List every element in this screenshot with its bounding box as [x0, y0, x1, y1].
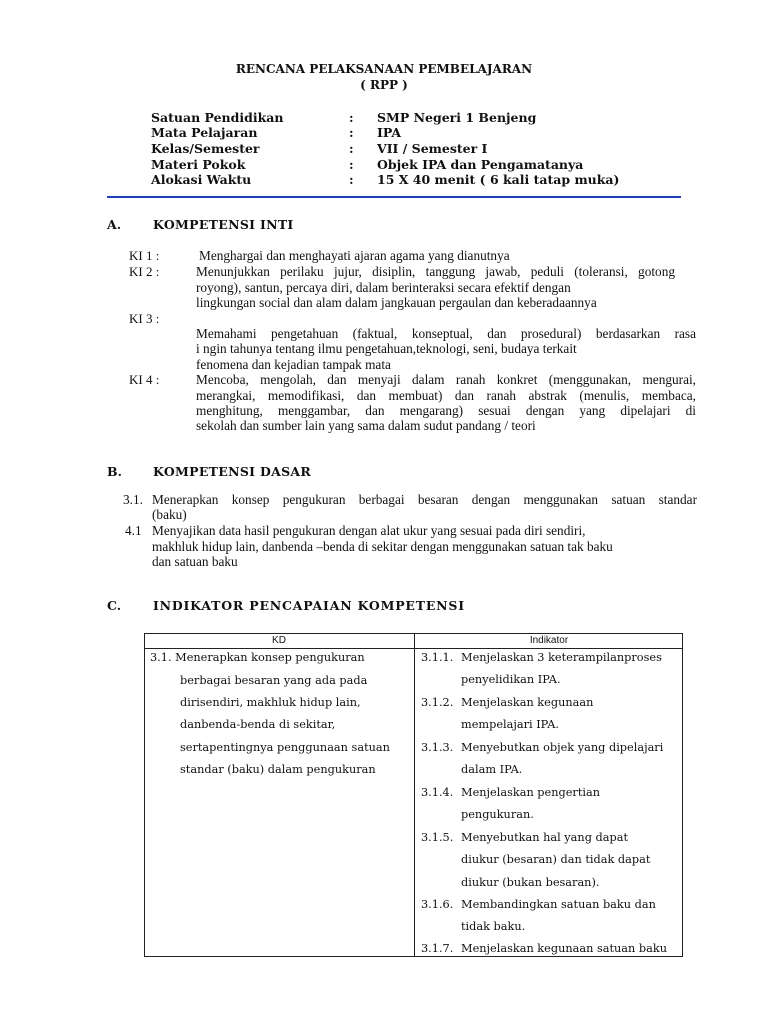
section-a-letter: A. [107, 217, 122, 232]
kd41-number: 4.1 [125, 523, 142, 538]
ki2-text-line: royong), santun, percaya diri, dalam berinteraksi secara efektif dengan [196, 280, 571, 295]
identity-colon: : [349, 172, 354, 187]
identity-label: Satuan Pendidikan [151, 110, 284, 125]
kd31-number: 3.1. [123, 492, 143, 507]
identity-label: Materi Pokok [151, 157, 246, 172]
identity-colon: : [349, 110, 354, 125]
identity-value: VII / Semester I [377, 141, 488, 156]
kd-cell-line: berbagai besaran yang ada pada [180, 674, 368, 687]
document-title: RENCANA PELAKSANAAN PEMBELAJARAN [235, 62, 533, 76]
ki2-text-line: lingkungan social dan alam dalam jangkauan pergaulan dan keberadaannya [196, 295, 597, 310]
indicator-text-line: Menyebutkan hal yang dapat [461, 831, 628, 844]
ki4-text-line: sekolah dan sumber lain yang sama dalam sudut pandang / teori [196, 418, 536, 433]
indicator-text-line: Membandingkan satuan baku dan [461, 898, 656, 911]
indicator-text-line: diukur (bukan besaran). [461, 876, 600, 889]
kd-cell-line: danbenda-benda di sekitar, [180, 718, 336, 731]
section-b-letter: B. [107, 464, 122, 479]
indicator-text-line: mempelajari IPA. [461, 718, 559, 731]
indicator-text-line: Menjelaskan pengertian [461, 786, 600, 799]
kd-cell-line: sertapentingnya penggunaan satuan [180, 741, 390, 754]
indicator-text-line: Menjelaskan kegunaan [461, 696, 594, 709]
kd31-text-line: Menerapkan konsep pengukuran berbagai besaran dengan menggunakan satuan standar [152, 492, 697, 507]
indicator-text-line: dalam IPA. [461, 763, 523, 776]
ki3-code: KI 3 : [129, 311, 160, 326]
indicator-text-line: Menyebutkan objek yang dipelajari [461, 741, 664, 754]
ki4-text-line: menghitung, menggambar, dan mengarang) sesuai dengan yang dipelajari di [196, 403, 696, 418]
ki3-text-line: fenomena dan kejadian tampak mata [196, 357, 391, 372]
section-c-letter: C. [107, 598, 122, 613]
identity-value: SMP Negeri 1 Benjeng [377, 110, 537, 125]
indicator-text-line: tidak baku. [461, 920, 526, 933]
identity-value: IPA [377, 125, 402, 140]
indicator-text-line: Menjelaskan kegunaan satuan baku [461, 942, 667, 955]
indicator-number: 3.1.6. [421, 898, 454, 911]
kd-cell-line: 3.1. Menerapkan konsep pengukuran [150, 651, 365, 664]
indicator-number: 3.1.3. [421, 741, 454, 754]
identity-colon: : [349, 141, 354, 156]
kd-cell-line: standar (baku) dalam pengukuran [180, 763, 376, 776]
kd41-text-line: Menyajikan data hasil pengukuran dengan alat ukur yang sesuai pada diri sendiri, [152, 523, 586, 538]
table-header-kd: KD [272, 635, 286, 646]
indicator-text-line: pengukuran. [461, 808, 534, 821]
ki4-text-line: Mencoba, mengolah, dan menyaji dalam ranah konkret (menggunakan, mengurai, [196, 372, 696, 387]
indicator-text-line: penyelidikan IPA. [461, 673, 561, 686]
ki3-text-line: Memahami pengetahuan (faktual, konseptual, dan prosedural) berdasarkan rasa [196, 326, 696, 341]
indicator-text-line: Menjelaskan 3 keterampilanproses [461, 651, 662, 664]
indicator-number: 3.1.4. [421, 786, 454, 799]
identity-label: Kelas/Semester [151, 141, 260, 156]
identity-colon: : [349, 157, 354, 172]
indicator-number: 3.1.2. [421, 696, 454, 709]
ki4-code: KI 4 : [129, 372, 160, 387]
kd41-text-line: dan satuan baku [152, 554, 238, 569]
kd41-text-line: makhluk hidup lain, danbenda –benda di sekitar dengan menggunakan satuan tak baku [152, 539, 613, 554]
kd-cell-line: dirisendiri, makhluk hidup lain, [180, 696, 361, 709]
ki4-text-line: merangkai, memodifikasi, dan membuat) dan ranah abstrak (menulis, membaca, [196, 388, 696, 403]
ki2-code: KI 2 : [129, 264, 160, 279]
ki1-text: Menghargai dan menghayati ajaran agama yang dianutnya [199, 248, 510, 263]
ki1-code: KI 1 : [129, 248, 160, 263]
table-header-indikator: Indikator [529, 635, 569, 646]
indicator-number: 3.1.7. [421, 942, 454, 955]
table-header-divider [144, 648, 683, 649]
header-divider [107, 196, 681, 198]
table-column-divider [414, 633, 415, 957]
section-b-title: KOMPETENSI DASAR [153, 464, 312, 479]
ki3-text-line: i ngin tahunya tentang ilmu pengetahuan,teknologi, seni, budaya terkait [196, 341, 577, 356]
section-c-title: INDIKATOR PENCAPAIAN KOMPETENSI [153, 598, 465, 613]
identity-value: 15 X 40 menit ( 6 kali tatap muka) [377, 172, 620, 187]
indicator-number: 3.1.5. [421, 831, 454, 844]
kd31-text-line: (baku) [152, 507, 187, 522]
section-a-title: KOMPETENSI INTI [153, 217, 294, 232]
document-subtitle: ( RPP ) [360, 78, 408, 92]
indicator-text-line: diukur (besaran) dan tidak dapat [461, 853, 651, 866]
identity-label: Mata Pelajaran [151, 125, 258, 140]
ki2-text-line: Menunjukkan perilaku jujur, disiplin, tanggung jawab, peduli (toleransi, gotong [196, 264, 675, 279]
identity-colon: : [349, 125, 354, 140]
indicator-number: 3.1.1. [421, 651, 454, 664]
identity-label: Alokasi Waktu [151, 172, 252, 187]
identity-value: Objek IPA dan Pengamatanya [377, 157, 584, 172]
